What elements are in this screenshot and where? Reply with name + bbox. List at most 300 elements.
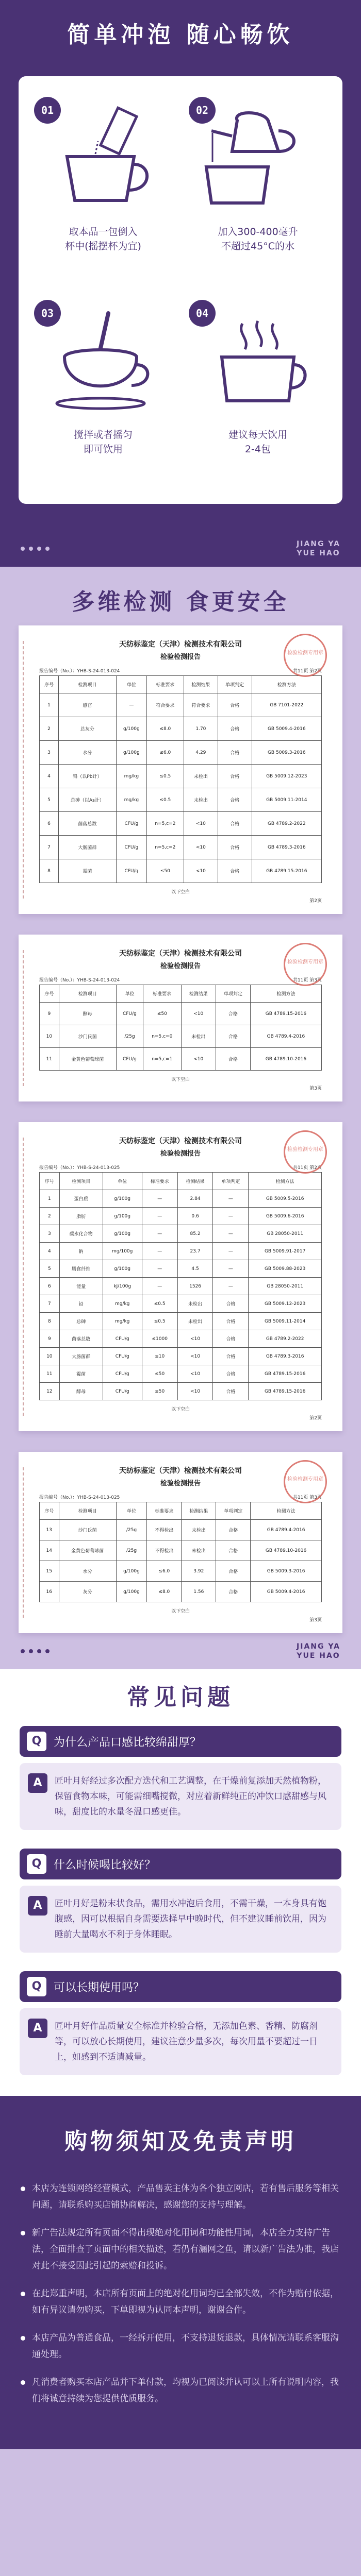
answer-badge: A [28,1773,47,1793]
report-subtitle: 检验检测报告 [160,1150,201,1158]
divider-dots [21,1649,50,1653]
report-stamp: 检验检测专用章 [284,1130,327,1174]
question-badge: Q [27,1854,46,1874]
section-divider [0,531,361,567]
question-badge: Q [27,1977,46,1996]
table-header: 检测方法 [249,1173,322,1190]
table-cell: 7 [40,1295,60,1313]
table-cell: 合格 [216,1048,250,1071]
table-cell: 1526 [177,1278,213,1295]
table-cell: ≤0.5 [146,765,184,788]
table-cell: GB 4789.2-2022 [249,1330,322,1348]
table-row [40,1208,322,1225]
table-cell: n=5,c=2 [146,812,184,836]
table-row [40,1540,322,1561]
disclaimer-item: 在此郑重声明，本店所有页面上的绝对化用词均已全部失效，不作为赔付依据，如有异议请勿购买，下单即视为认同本声明，谢谢合作。 [20,2285,341,2318]
table-cell: 水分 [59,1561,116,1582]
report-foot: 以下空白 [171,1407,190,1412]
answer-text: 匠叶月好是粉末状食品，需用水冲泡后食用，不需干燥，一本身具有饱腹感，因可以根据自身需要选择早中晚时代，但不建议睡前饮用，因为睡前大量喝水不利于身体睡眠。 [55,1899,326,1940]
faq-item [20,1849,341,1953]
table-header: 单位 [116,985,143,1003]
report-page: 第3页 [309,1086,322,1091]
answer-box [20,1886,341,1953]
table-row [40,1295,322,1313]
table-cell: 菌落总数 [58,812,116,836]
table-header: 序号 [40,985,59,1003]
table-cell: 6 [40,1278,60,1295]
step-text-line: 2-4包 [244,444,271,455]
table-cell: 4 [40,765,59,788]
brew-card [19,76,342,504]
table-cell: n=5,c=2 [146,836,184,859]
table-cell: GB 4789.15-2016 [252,859,321,883]
table-cell: g/100g [103,1190,142,1208]
table-cell: 合格 [213,1313,249,1330]
step-text-line: 即可饮用 [83,444,123,455]
divider-dots [21,547,50,551]
table-header: 标准要求 [143,985,181,1003]
table-cell: mg/kg [103,1295,142,1313]
table-cell: GB 5009.91-2017 [249,1243,322,1260]
table-cell: 5 [40,1260,60,1278]
table-cell: 合格 [218,765,252,788]
table-cell: /25g [116,1520,147,1540]
table-cell: ≤1000 [142,1330,177,1348]
table-header: 序号 [40,1502,59,1520]
table-cell: 合格 [216,1520,251,1540]
table-cell: 未检出 [177,1295,213,1313]
disclaimer-item: 凡消费者购买本店产品并下单付款，均视为已阅读并认可以上所有说明内容，我们将诚意持续为您提供优质服务。 [20,2374,341,2407]
table-cell: ≤10 [142,1348,177,1365]
table-cell: kJ/100g [103,1278,142,1295]
faq-item [20,1971,341,2075]
table-header: 检测项目 [59,985,116,1003]
table-row [40,1225,322,1243]
table-cell: 能量 [59,1278,103,1295]
table-cell: g/100g [116,741,146,765]
table-cell: CFU/g [116,859,146,883]
report-table [39,675,322,883]
brand-mark [297,1642,340,1660]
table-cell: 2.84 [177,1190,213,1208]
table-cell: GB 4789.15-2016 [249,1365,322,1383]
table-row [40,1260,322,1278]
table-cell: GB 4789.3-2016 [252,836,321,859]
brew-title: 简单冲泡 随心畅饮 [67,22,294,48]
table-cell: 2 [40,1208,60,1225]
table-cell: 15 [40,1561,59,1582]
table-cell: g/100g [103,1225,142,1243]
table-cell: 灰分 [59,1582,116,1602]
table-cell: — [213,1243,249,1260]
table-cell: 金黄色葡萄球菌 [59,1048,116,1071]
table-header: 检测项目 [58,676,116,693]
table-cell: ≤50 [142,1365,177,1383]
table-cell: 菌落总数 [59,1330,103,1348]
report-subtitle: 检验检测报告 [160,1480,201,1487]
table-cell: 膳食纤维 [59,1260,103,1278]
disclaimer-section [0,2096,361,2449]
table-cell: CFU/g [116,836,146,859]
table-cell: GB 5009.4-2016 [252,717,321,741]
table-cell: ≤50 [146,859,184,883]
step-number: 01 [34,97,61,124]
table-row [40,717,322,741]
report-number: 报告编号（No.）：YHB-S-24-013-024 [39,978,120,983]
question-text: 什么时候喝比较好？ [54,1858,156,1872]
table-cell: 1 [40,693,59,717]
report-binding [23,950,30,1086]
table-cell: 脂肪 [59,1208,103,1225]
table-cell: 金黄色葡萄球菌 [59,1540,116,1561]
table-cell: g/100g [116,1561,147,1582]
table-cell: CFU/g [103,1383,142,1400]
table-cell: — [213,1225,249,1243]
table-cell: — [142,1260,177,1278]
table-header: 单项判定 [216,985,250,1003]
brew-step-4 [186,298,330,485]
report-company: 天纺标鉴定（天津）检测技术有限公司 [119,640,242,649]
table-cell: <10 [184,836,218,859]
table-cell: 6 [40,812,59,836]
table-cell: 合格 [218,812,252,836]
table-cell: CFU/g [116,812,146,836]
table-cell: 符合要求 [184,693,218,717]
brand-line: YUE HAO [297,1652,340,1660]
table-cell: GB 5009.11-2014 [252,788,321,812]
table-cell: 酵母 [59,1383,103,1400]
report-page: 第3页 [309,1618,322,1623]
report-pages: 共11页 第3页 [292,1495,322,1500]
table-cell: mg/100g [103,1243,142,1260]
table-cell: 合格 [213,1295,249,1313]
table-row [40,1003,322,1025]
table-cell: 大肠菌群 [59,1348,103,1365]
table-row [40,765,322,788]
table-cell: /25g [116,1540,147,1561]
table-header: 检测方法 [251,1502,322,1520]
table-cell: 2 [40,717,59,741]
table-cell: GB 4789.2-2022 [252,812,321,836]
cup-with-spoon-icon [46,303,160,416]
table-cell: ≤6.0 [147,1561,182,1582]
table-cell: 合格 [213,1365,249,1383]
table-row [40,1330,322,1348]
table-header: 单位 [116,1502,147,1520]
table-cell: 4.5 [177,1260,213,1278]
table-cell: 总灰分 [58,717,116,741]
table-cell: 85.2 [177,1225,213,1243]
table-cell: 23.7 [177,1243,213,1260]
report-binding [23,641,30,899]
table-cell: 3 [40,1225,60,1243]
table-cell: 沙门氏菌 [59,1025,116,1048]
table-cell: GB 5009.5-2016 [249,1190,322,1208]
table-cell: 蛋白质 [59,1190,103,1208]
faq-item [20,1726,341,1830]
table-cell: 10 [40,1025,59,1048]
step-number: 03 [34,300,61,327]
table-cell: 5 [40,788,59,812]
table-cell: — [213,1190,249,1208]
table-cell: 总砷 [59,1313,103,1330]
table-cell: 未检出 [181,1025,216,1048]
table-header: 单项判定 [216,1502,251,1520]
table-cell: — [142,1190,177,1208]
table-cell: 合格 [213,1383,249,1400]
kettle-pouring-icon [201,100,315,213]
disclaimer-title: 购物须知及免责声明 [64,2128,297,2155]
steaming-cup-icon [201,303,315,416]
table-cell: 未检出 [184,765,218,788]
table-cell: GB 5009.12-2023 [252,765,321,788]
test-report [19,1122,342,1431]
report-subtitle: 检验检测报告 [160,962,201,970]
table-row [40,1243,322,1260]
report-number: 报告编号（No.）：YHB-S-24-013-025 [39,1495,120,1500]
question-bar [20,1971,341,2002]
report-number: 报告编号（No.）：YHB-S-24-013-024 [39,669,120,674]
table-cell: — [142,1278,177,1295]
brew-section [0,0,361,531]
table-cell: 合格 [218,859,252,883]
table-row [40,1348,322,1365]
table-cell: <10 [177,1330,213,1348]
table-row [40,1048,322,1071]
table-cell: g/100g [103,1260,142,1278]
brand-line: YUE HAO [297,549,340,557]
table-row [40,1190,322,1208]
question-text: 可以长期使用吗？ [54,1981,145,1994]
table-cell: 12 [40,1383,60,1400]
table-row [40,836,322,859]
table-cell: 3 [40,741,59,765]
table-cell: — [213,1208,249,1225]
table-cell: /25g [116,1025,143,1048]
table-row [40,1365,322,1383]
table-cell: 符合要求 [146,693,184,717]
table-cell: 合格 [218,788,252,812]
table-cell: <10 [181,1048,216,1071]
answer-badge: A [28,2019,47,2038]
table-header: 检测结果 [182,1502,216,1520]
answer-badge: A [28,1896,47,1916]
table-cell: 11 [40,1048,59,1071]
faq-list [0,1726,361,2096]
table-cell: 16 [40,1582,59,1602]
report-foot: 以下空白 [171,890,190,895]
table-cell: CFU/g [116,1048,143,1071]
table-cell: 合格 [218,741,252,765]
table-row [40,741,322,765]
table-cell: ≤8.0 [147,1582,182,1602]
disclaimer-item: 本店产品为普通食品，一经拆开使用，不支持退货退款，具体情况请联系客服沟通处理。 [20,2330,341,2363]
table-cell: 酵母 [59,1003,116,1025]
table-row [40,812,322,836]
table-cell: 未检出 [182,1520,216,1540]
table-cell: ≤6.0 [146,741,184,765]
report-foot: 以下空白 [171,1077,190,1082]
report-binding [23,1467,30,1618]
table-cell: GB 5009.88-2023 [249,1260,322,1278]
answer-box [20,2008,341,2075]
section-divider [0,1633,361,1669]
report-pages: 共11页 第2页 [292,1165,322,1171]
table-header: 标准要求 [147,1502,182,1520]
answer-box [20,1763,341,1830]
faq-title: 常见问题 [0,1669,361,1726]
test-report [19,1452,342,1633]
table-cell: <10 [184,812,218,836]
table-cell: 铅（以Pb计） [58,765,116,788]
brew-step-3 [31,298,175,485]
table-cell: ≤8.0 [146,717,184,741]
question-text: 为什么产品口感比较绵甜厚？ [54,1736,202,1749]
table-header: 序号 [40,676,59,693]
table-cell: <10 [177,1365,213,1383]
report-table [39,1502,322,1602]
step-text-line: 加入300-400毫升 [218,226,298,238]
table-cell: GB 5009.4-2016 [251,1582,322,1602]
table-cell: <10 [177,1383,213,1400]
table-cell: 水分 [58,741,116,765]
table-cell: g/100g [103,1208,142,1225]
table-cell: CFU/g [103,1330,142,1348]
table-cell: GB 5009.11-2014 [249,1313,322,1330]
table-cell: ≤0.5 [146,788,184,812]
table-cell: 不得检出 [147,1540,182,1561]
table-cell: ≤0.5 [142,1295,177,1313]
table-cell: CFU/g [103,1365,142,1383]
table-header: 检测结果 [177,1173,213,1190]
table-cell: GB 28050-2011 [249,1225,322,1243]
table-cell: 霉菌 [58,859,116,883]
table-cell: 14 [40,1540,59,1561]
table-header: 单位 [116,676,146,693]
table-cell: GB 4789.4-2016 [251,1520,322,1540]
tests-title: 多维检测 食更安全 [72,589,289,615]
table-cell: 感官 [58,693,116,717]
brew-step-1 [31,95,175,282]
table-cell: 不得检出 [147,1520,182,1540]
step-number: 02 [189,97,216,124]
test-report [19,935,342,1101]
report-stamp: 检验检测专用章 [284,634,327,677]
table-cell: GB 4789.10-2016 [250,1048,321,1071]
table-cell: mg/kg [116,788,146,812]
table-cell: GB 5009.12-2023 [249,1295,322,1313]
table-cell: — [142,1225,177,1243]
table-cell: 合格 [216,1003,250,1025]
brand-mark [297,539,340,558]
step-text-line: 建议每天饮用 [228,429,287,440]
table-cell: 霉菌 [59,1365,103,1383]
report-company: 天纺标鉴定（天津）检测技术有限公司 [119,1467,242,1475]
table-cell: 合格 [216,1540,251,1561]
tests-section [0,567,361,1633]
table-cell: GB 5009.3-2016 [251,1561,322,1582]
table-cell: 总砷（以As计） [58,788,116,812]
table-row [40,1561,322,1582]
table-cell: GB 5009.3-2016 [252,741,321,765]
table-row [40,788,322,812]
table-cell: 合格 [218,693,252,717]
report-table [39,985,322,1071]
table-header: 检测项目 [59,1502,116,1520]
table-row [40,859,322,883]
table-cell: 未检出 [184,788,218,812]
table-cell: n=5,c=1 [143,1048,181,1071]
cup-with-sachet-icon [46,100,160,213]
table-cell: 8 [40,859,59,883]
table-row [40,1025,322,1048]
table-cell: 合格 [216,1582,251,1602]
answer-text: 匠叶月好作品质量安全标准并检验合格，无添加色素、香精、防腐剂等，可以放心长期使用，建议注意少量多次，每次用量不要超过一日上，如感到不适请减量。 [55,2021,318,2062]
report-foot: 以下空白 [171,1609,190,1614]
report-page: 第2页 [309,899,322,904]
step-text-line: 杯中(摇摆杯为宜) [65,241,141,252]
report-binding [23,1138,30,1416]
table-header: 检测结果 [184,676,218,693]
table-header: 序号 [40,1173,60,1190]
table-cell: ≤50 [142,1383,177,1400]
table-cell: GB 4789.3-2016 [249,1348,322,1365]
table-cell: 11 [40,1365,60,1383]
table-cell: CFU/g [103,1348,142,1365]
report-subtitle: 检验检测报告 [160,653,201,661]
table-cell: mg/kg [103,1313,142,1330]
table-header: 单项判定 [213,1173,249,1190]
table-cell: 合格 [213,1348,249,1365]
table-cell: — [213,1278,249,1295]
table-header: 单项判定 [218,676,252,693]
disclaimer-item: 新广告法规定所有页面不得出现绝对化用词和功能性用词，本店全力支持广告法，全面排查了页面中的相关描述，若仍有漏网之鱼，请以新广告法为准，我店对此不接受因此引起的索赔和投诉。 [20,2225,341,2274]
report-company: 天纺标鉴定（天津）检测技术有限公司 [119,950,242,958]
answer-text: 匠叶月好经过多次配方迭代和工艺调整，在干燥前复添加天然植物粉，保留食物本味，可能需细嘴搅微，对应着新鲜纯正的冲饮口感甜感与风味，甜度比的水量冬温口感更佳。 [55,1776,326,1817]
table-header: 检测方法 [250,985,321,1003]
table-header: 标准要求 [142,1173,177,1190]
table-cell: 合格 [218,717,252,741]
table-cell: 合格 [216,1025,250,1048]
question-bar [20,1849,341,1879]
table-cell: GB 5009.6-2016 [249,1208,322,1225]
brand-line: JIANG YA [297,1642,340,1651]
table-cell: 未检出 [182,1540,216,1561]
table-header: 检测项目 [59,1173,103,1190]
report-company: 天纺标鉴定（天津）检测技术有限公司 [119,1137,242,1145]
table-cell: mg/kg [116,765,146,788]
table-cell: CFU/g [116,1003,143,1025]
question-badge: Q [27,1732,46,1751]
table-cell: GB 7101-2022 [252,693,321,717]
table-cell: 未检出 [177,1313,213,1330]
brew-step-2 [186,95,330,282]
faq-section [0,1669,361,2096]
table-cell: GB 4789.4-2016 [250,1025,321,1048]
disclaimer-item: 本店为连锁网络经营模式，产品售卖主体为各个独立网店，若有售后服务等相关问题，请联系购买店铺协商解决，感谢您的支持与理解。 [20,2180,341,2213]
table-cell: <10 [177,1348,213,1365]
table-cell: 合格 [218,836,252,859]
table-cell: 合格 [216,1561,251,1582]
table-row [40,1313,322,1330]
table-cell: 4 [40,1243,60,1260]
report-pages: 共11页 第2页 [292,669,322,674]
table-cell: 铅 [59,1295,103,1313]
table-header: 检测方法 [252,676,321,693]
table-header: 检测结果 [181,985,216,1003]
table-cell: ≤0.5 [142,1313,177,1330]
table-cell: 7 [40,836,59,859]
